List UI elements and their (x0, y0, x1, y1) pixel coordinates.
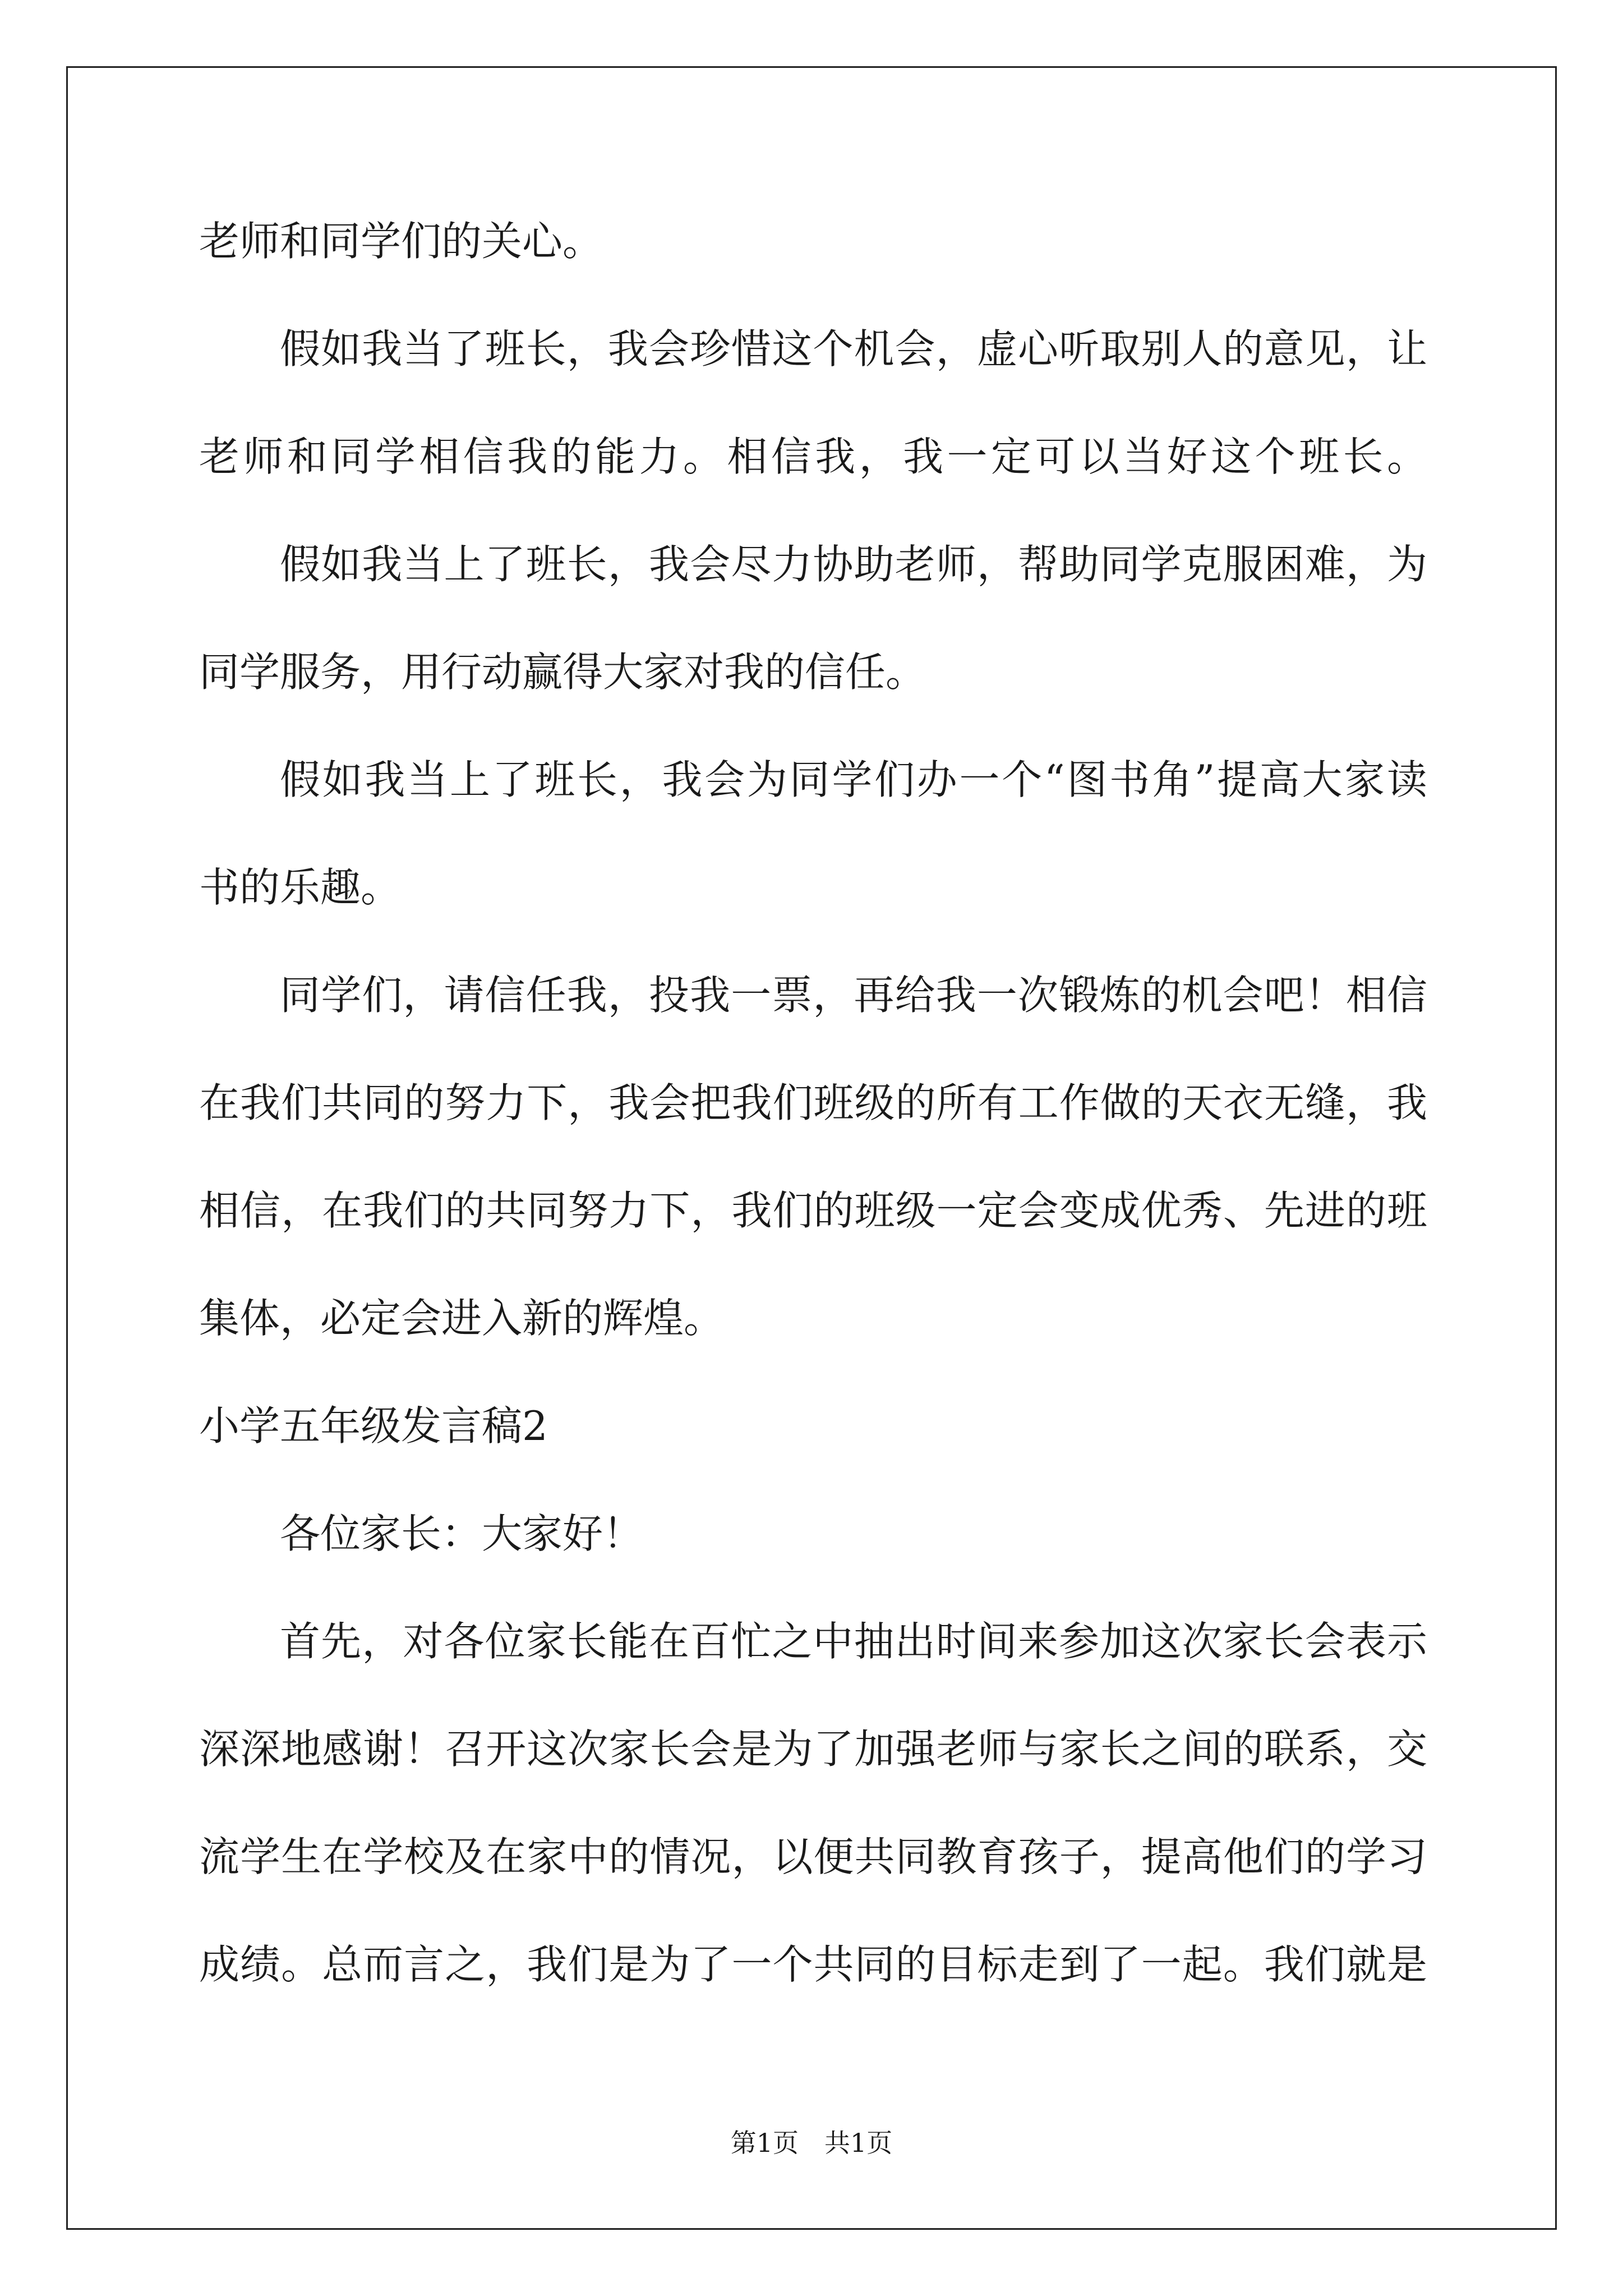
text-line: 成绩。总而言之，我们是为了一个共同的目标走到了一起。我们就是 (199, 1941, 1427, 1988)
text-line: 假如我当上了班长，我会为同学们办一个“图书角”提高大家读 (280, 756, 1427, 803)
text-line: 老师和同学相信我的能力。相信我，我一定可以当好这个班长。 (199, 433, 1427, 480)
page-footer: 第1页 共1页 (730, 2128, 893, 2158)
text-line: 首先，对各位家长能在百忙之中抽出时间来参加这次家长会表示 (280, 1618, 1427, 1665)
text-line: 假如我当了班长，我会珍惜这个机会，虚心听取别人的意见，让 (280, 325, 1427, 372)
text-line: 相信，在我们的共同努力下，我们的班级一定会变成优秀、先进的班 (199, 1187, 1427, 1234)
text-line: 集体，必定会进入新的辉煌。 (199, 1295, 725, 1342)
text-line: 书的乐趣。 (199, 864, 402, 911)
text-line: 同学们，请信任我，投我一票，再给我一次锻炼的机会吧！相信 (280, 972, 1427, 1019)
section-heading: 小学五年级发言稿2 (199, 1402, 548, 1450)
page-border (66, 66, 1557, 2230)
text-line: 同学服务，用行动赢得大家对我的信任。 (199, 648, 926, 696)
text-line: 各位家长：大家好！ (280, 1510, 644, 1557)
text-line: 在我们共同的努力下，我会把我们班级的所有工作做的天衣无缝，我 (199, 1079, 1427, 1126)
text-line: 流学生在学校及在家中的情况，以便共同教育孩子，提高他们的学习 (199, 1833, 1427, 1880)
text-line: 深深地感谢！召开这次家长会是为了加强老师与家长之间的联系，交 (199, 1726, 1427, 1773)
text-line: 老师和同学们的关心。 (199, 218, 603, 265)
text-line: 假如我当上了班长，我会尽力协助老师，帮助同学克服困难，为 (280, 541, 1427, 588)
